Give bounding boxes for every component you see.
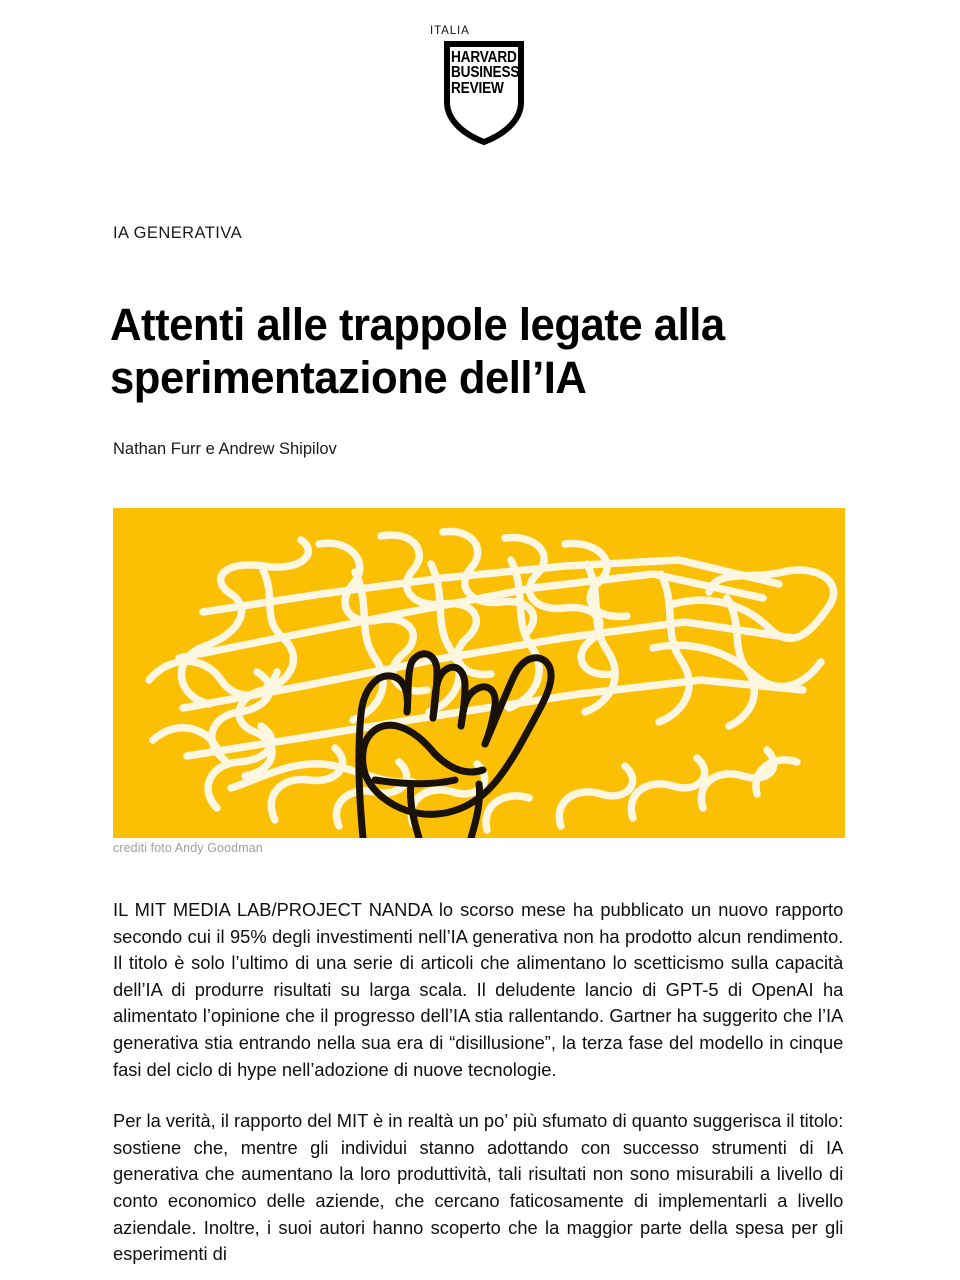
logo-brand-line-1: HARVARD xyxy=(451,49,517,66)
logo-brand-line-3: REVIEW xyxy=(451,79,504,97)
hbr-italia-logo[interactable] xyxy=(421,24,539,146)
logo-region-label: ITALIA xyxy=(430,25,470,37)
body-paragraph: Per la verità, il rapporto del MIT è in realtà un po’ più sfumato di quanto suggerisca il titolo: sostiene che, mentre gli individui stanno adottando con successo strumenti di IA generativa che aumentano la loro produttività, tali risultati non sono misurabili a livello di conto economico delle aziende, che cercano faticosamente di implementarli a livello aziendale. Inoltre, i suoi autori hanno scoperto che la maggior parte della spesa per gli esperimenti di xyxy=(113,1110,844,1265)
masthead xyxy=(0,24,960,146)
body-paragraph: IL MIT MEDIA LAB/PROJECT NANDA lo scorso mese ha pubblicato un nuovo rapporto secondo cui il 95% degli investimenti nell’IA generativa non ha prodotto alcun rendimento. Il titolo è solo l’ultimo di una serie di articoli che alimentano lo scetticismo sulla capacità dell’IA di produrre risultati su larga scala. Il deludente lancio di GPT-5 di OpenAI ha alimentato l’opinione che il progresso dell’IA stia rallentando. Gartner ha suggerito che l’IA generativa stia entrando nella sua era di “disillusione”, la terza fase del modello in cinque fasi del ciclo di hype nell’adozione di nuove tecnologie. xyxy=(113,899,844,1080)
article-kicker[interactable]: IA GENERATIVA xyxy=(113,224,243,242)
article-byline: Nathan Furr e Andrew Shipilov xyxy=(113,440,337,458)
hero-illustration xyxy=(113,508,845,838)
image-caption: crediti foto Andy Goodman xyxy=(113,841,263,855)
tangled-lines-hand-graphic xyxy=(113,508,845,838)
article-body xyxy=(113,897,847,1268)
logo-brand-line-2: BUSINESS xyxy=(451,64,520,82)
logo-brand-text xyxy=(451,49,520,97)
page-title: Attenti alle trappole legate alla sperimentazione dell’IA xyxy=(110,299,725,404)
